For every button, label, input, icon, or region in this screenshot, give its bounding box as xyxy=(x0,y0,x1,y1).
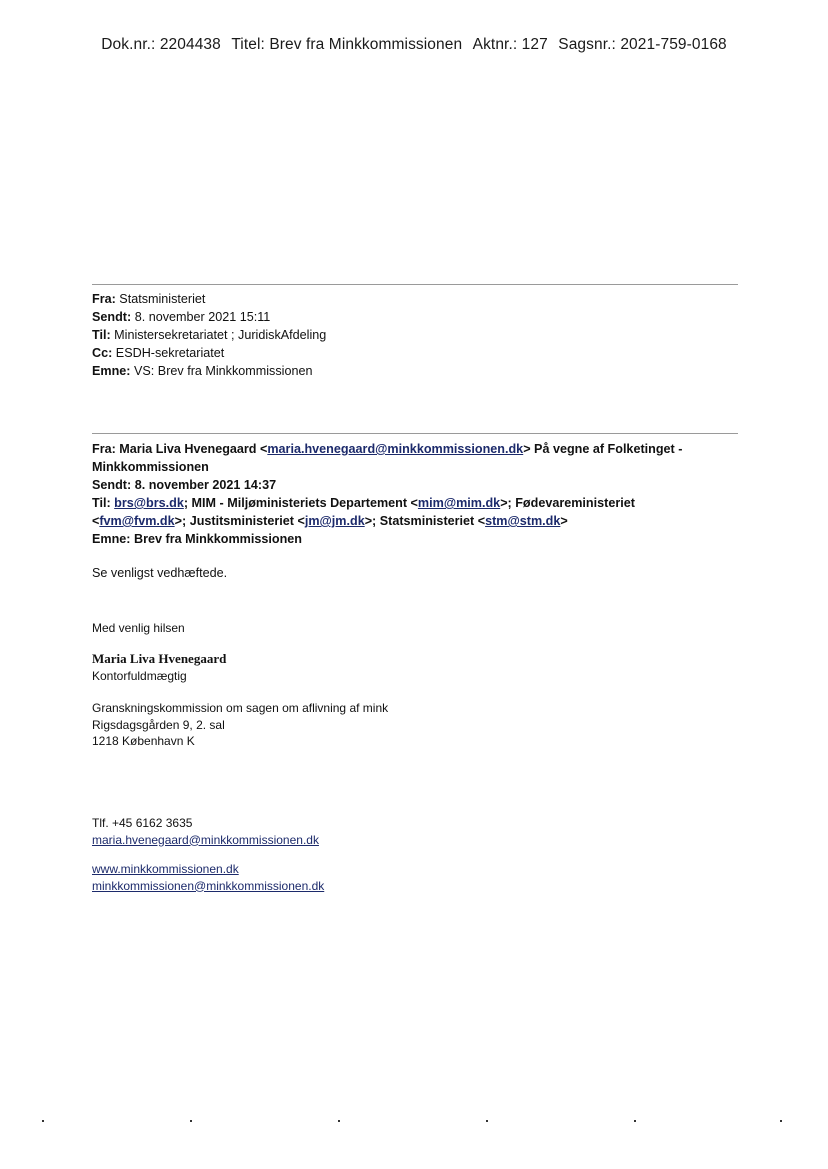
from-line: Fra: Statsministeriet xyxy=(92,292,206,306)
to-line: Til: Ministersekretariatet ; JuridiskAfdeling xyxy=(92,328,327,342)
to-line: Til: brs@brs.dk; MIM - Miljøministeriets Departement <mim@mim.dk>; Fødevareministeriet <fvm@fvm.dk>; Justitsministeriet <jm@jm.dk>; Statsministeriet <stm@stm.dk> xyxy=(92,496,635,528)
scan-artifact xyxy=(634,1120,636,1122)
document-header xyxy=(0,36,828,54)
address-line: Rigsdagsgården 9, 2. sal xyxy=(92,717,225,732)
sent-line: Sendt: 8. november 2021 14:37 xyxy=(92,478,277,492)
sender-email-link[interactable]: maria.hvenegaard@minkkommissionen.dk xyxy=(267,442,524,456)
separator-line xyxy=(92,284,738,285)
message-body: Se venligst vedhæftede. xyxy=(92,566,228,580)
separator-line xyxy=(92,433,738,434)
recipient-email-link[interactable]: stm@stm.dk xyxy=(485,514,561,528)
signature-block xyxy=(92,651,226,684)
recipient-email-link[interactable]: mim@mim.dk xyxy=(417,496,501,510)
doc-number: Dok.nr.: 2204438 xyxy=(101,36,221,53)
from-line: Fra: Maria Liva Hvenegaard <maria.hvenegaard@minkkommissionen.dk> På vegne af Folketinget - Minkkommissionen xyxy=(92,442,683,474)
signature-title: Kontorfuldmægtig xyxy=(92,668,187,683)
signature-web xyxy=(92,861,324,894)
address-line: 1218 København K xyxy=(92,734,195,748)
scan-artifact xyxy=(486,1120,488,1122)
recipient-email-link[interactable]: fvm@fvm.dk xyxy=(99,514,175,528)
scan-artifact xyxy=(190,1120,192,1122)
doc-title: Titel: Brev fra Minkkommissionen xyxy=(231,36,463,53)
cc-line: Cc: ESDH-sekretariatet xyxy=(92,346,225,360)
recipient-email-link[interactable]: jm@jm.dk xyxy=(304,514,365,528)
phone-number: Tlf. +45 6162 3635 xyxy=(92,816,193,830)
sent-line: Sendt: 8. november 2021 15:11 xyxy=(92,310,271,324)
recipient-email-link[interactable]: brs@brs.dk xyxy=(114,496,184,510)
scan-artifact xyxy=(780,1120,782,1122)
organisation: Granskningskommission om sagen om aflivning af mink xyxy=(92,701,389,715)
scan-artifact xyxy=(338,1120,340,1122)
contact-email-link[interactable]: maria.hvenegaard@minkkommissionen.dk xyxy=(92,832,319,847)
greeting: Med venlig hilsen xyxy=(92,621,185,635)
original-header xyxy=(92,440,702,548)
website-link[interactable]: www.minkkommissionen.dk xyxy=(92,862,239,876)
signature-name: Maria Liva Hvenegaard xyxy=(92,651,227,666)
case-number: Sagsnr.: 2021-759-0168 xyxy=(558,36,727,53)
subject-line: Emne: Brev fra Minkkommissionen xyxy=(92,532,302,546)
signature-contact xyxy=(92,815,319,848)
general-email-link[interactable]: minkkommissionen@minkkommissionen.dk xyxy=(92,878,325,893)
act-number: Aktnr.: 127 xyxy=(472,36,548,53)
forward-header xyxy=(92,290,692,380)
subject-line: Emne: VS: Brev fra Minkkommissionen xyxy=(92,364,313,378)
scan-artifact xyxy=(42,1120,44,1122)
signature-address xyxy=(92,700,388,750)
